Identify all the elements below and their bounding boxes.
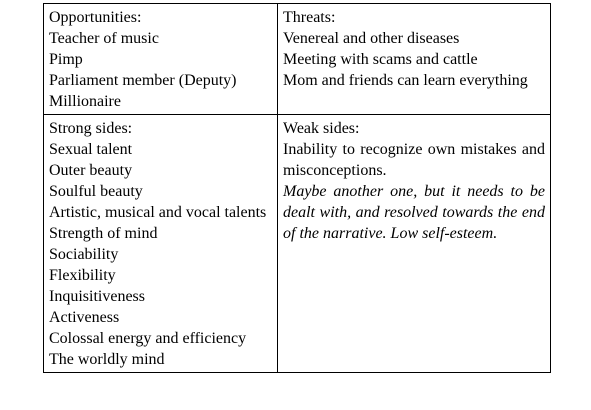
list-item: Colossal energy and efficiency — [49, 330, 247, 347]
list-item: Teacher of music — [49, 30, 159, 47]
strengths-cell — [44, 115, 278, 373]
list-item: Sociability — [49, 246, 119, 263]
table-row — [44, 4, 551, 115]
weaknesses-text: Inability to recognize own mistakes and misconceptions. — [283, 141, 545, 179]
threats-title: Threats: — [283, 9, 336, 26]
list-item: Artistic, musical and vocal talents — [49, 204, 267, 221]
weaknesses-note: Maybe another one, but it needs to be dealt with, and resolved towards the end of the narrative. Low self-esteem. — [283, 183, 545, 242]
list-item: Parliament member (Deputy) — [49, 72, 237, 89]
list-item: Sexual talent — [49, 141, 133, 158]
list-item: Meeting with scams and cattle — [283, 51, 478, 68]
threats-cell — [278, 4, 551, 115]
list-item: Strength of mind — [49, 225, 158, 242]
swot-table — [43, 3, 551, 373]
weaknesses-cell — [278, 115, 551, 373]
opportunities-cell — [44, 4, 278, 115]
list-item: Outer beauty — [49, 162, 133, 179]
list-item: The worldly mind — [49, 351, 165, 368]
table-row — [44, 115, 551, 373]
list-item: Millionaire — [49, 93, 121, 110]
list-item: Mom and friends can learn everything — [283, 72, 528, 89]
list-item: Flexibility — [49, 267, 116, 284]
weaknesses-title: Weak sides: — [283, 120, 360, 137]
opportunities-title: Opportunities: — [49, 9, 142, 26]
list-item: Soulful beauty — [49, 183, 143, 200]
list-item: Pimp — [49, 51, 83, 68]
list-item: Inquisitiveness — [49, 288, 145, 305]
list-item: Venereal and other diseases — [283, 30, 460, 47]
list-item: Activeness — [49, 309, 120, 326]
strengths-title: Strong sides: — [49, 120, 133, 137]
